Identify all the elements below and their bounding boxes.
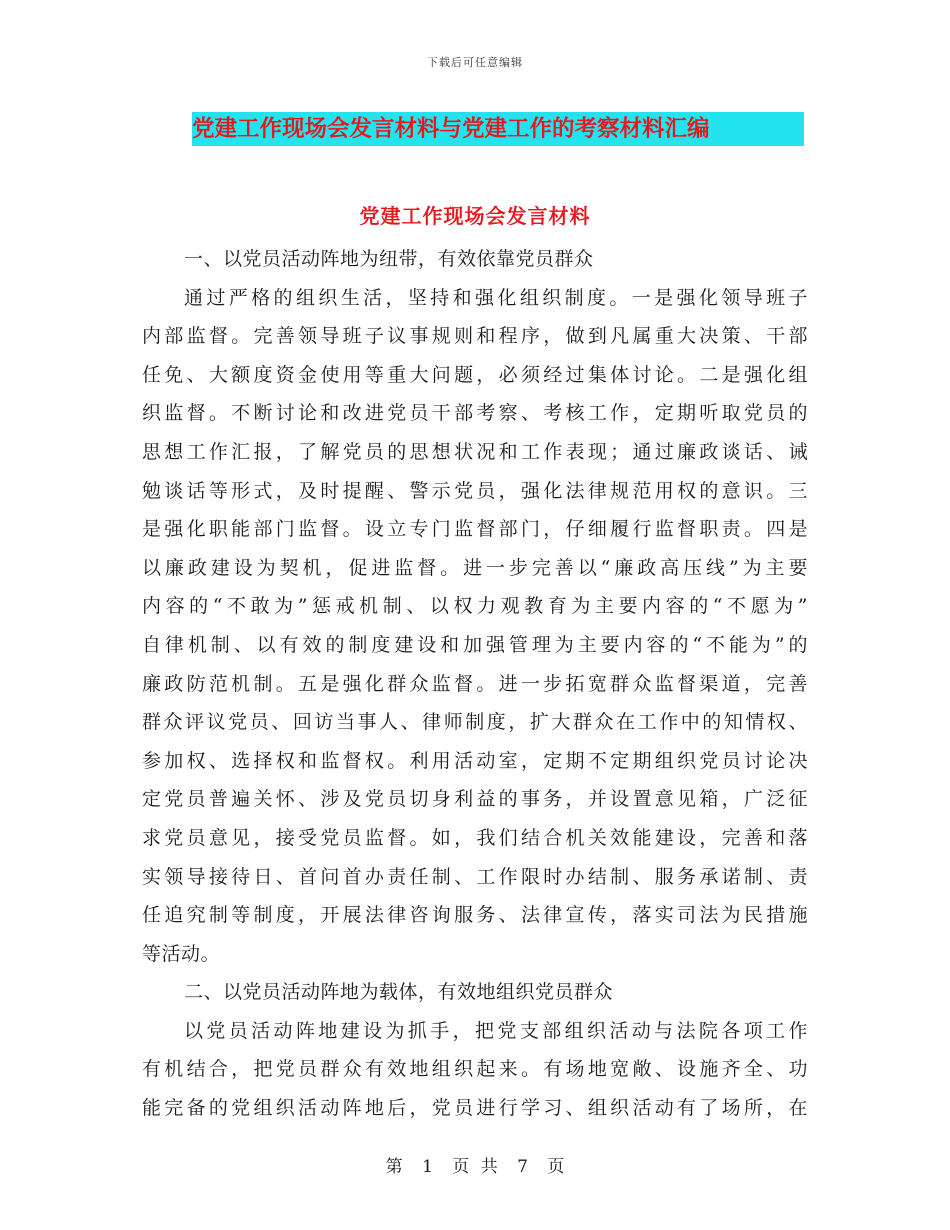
- paragraph-line: 自律机制、以有效的制度建设和加强管理为主要内容的“不能为”的: [142, 633, 808, 656]
- heading-line: 二、以党员活动阵地为载体，有效地组织党员群众: [184, 981, 614, 1004]
- paragraph-line: 参加权、选择权和监督权。利用活动室，定期不定期组织党员讨论决: [142, 749, 808, 772]
- paragraph-line: 实领导接待日、首问首办责任制、工作限时办结制、服务承诺制、责: [142, 865, 808, 888]
- paragraph-line: 通过严格的组织生活，坚持和强化组织制度。一是强化领导班子: [184, 286, 808, 309]
- section-title: 党建工作现场会发言材料: [359, 204, 591, 228]
- paragraph-line: 织监督。不断讨论和改进党员干部考察、考核工作，定期听取党员的: [142, 402, 808, 425]
- page-footer: [0, 1152, 950, 1177]
- paragraph-line: 任追究制等制度，开展法律咨询服务、法律宣传，落实司法为民措施: [142, 904, 808, 927]
- paragraph-line: 内部监督。完善领导班子议事规则和程序，做到凡属重大决策、干部: [142, 325, 808, 348]
- current-page-number: 1: [422, 1157, 433, 1177]
- paragraph-line: 有机结合，把党员群众有效地组织起来。有场地宽敞、设施齐全、功: [142, 1058, 808, 1081]
- paragraph-line: 思想工作汇报，了解党员的思想状况和工作表现；通过廉政谈话、诫: [142, 440, 808, 463]
- footer-prefix: 第: [385, 1157, 403, 1177]
- paragraph-line: 廉政防范机制。五是强化群众监督。进一步拓宽群众监督渠道，完善: [142, 672, 808, 695]
- paragraph-line: 任免、大额度资金使用等重大问题，必须经过集体讨论。二是强化组: [142, 363, 808, 386]
- document-main-title: 党建工作现场会发言材料与党建工作的考察材料汇编: [192, 112, 804, 146]
- paragraph-line: 定党员普遍关怀、涉及党员切身利益的事务，并设置意见箱，广泛征: [142, 788, 808, 811]
- total-page-count: 7: [517, 1157, 528, 1177]
- footer-suffix: 页: [547, 1157, 565, 1177]
- paragraph-line: 群众评议党员、回访当事人、律师制度，扩大群众在工作中的知情权、: [142, 711, 808, 734]
- paragraph-line: 能完备的党组织活动阵地后，党员进行学习、组织活动有了场所，在: [142, 1097, 808, 1120]
- paragraph-line: 等活动。: [142, 942, 221, 965]
- header-note: 下载后可任意编辑: [427, 56, 523, 69]
- paragraph-line: 求党员意见，接受党员监督。如，我们结合机关效能建设，完善和落: [142, 826, 808, 849]
- paragraph-line: 以廉政建设为契机，促进监督。进一步完善以“廉政高压线”为主要: [142, 556, 808, 579]
- document-body: [142, 240, 808, 1128]
- paragraph-line: 内容的“不敢为”惩戒机制、以权力观教育为主要内容的“不愿为”: [142, 595, 808, 618]
- heading-line: 一、以党员活动阵地为纽带，有效依靠党员群众: [184, 248, 594, 270]
- footer-mid: 页 共: [452, 1157, 498, 1177]
- paragraph-line: 是强化职能部门监督。设立专门监督部门，仔细履行监督职责。四是: [142, 518, 808, 541]
- paragraph-line: 勉谈话等形式，及时提醒、警示党员，强化法律规范用权的意识。三: [142, 479, 808, 502]
- paragraph-line: 以党员活动阵地建设为抓手，把党支部组织活动与法院各项工作: [184, 1019, 808, 1042]
